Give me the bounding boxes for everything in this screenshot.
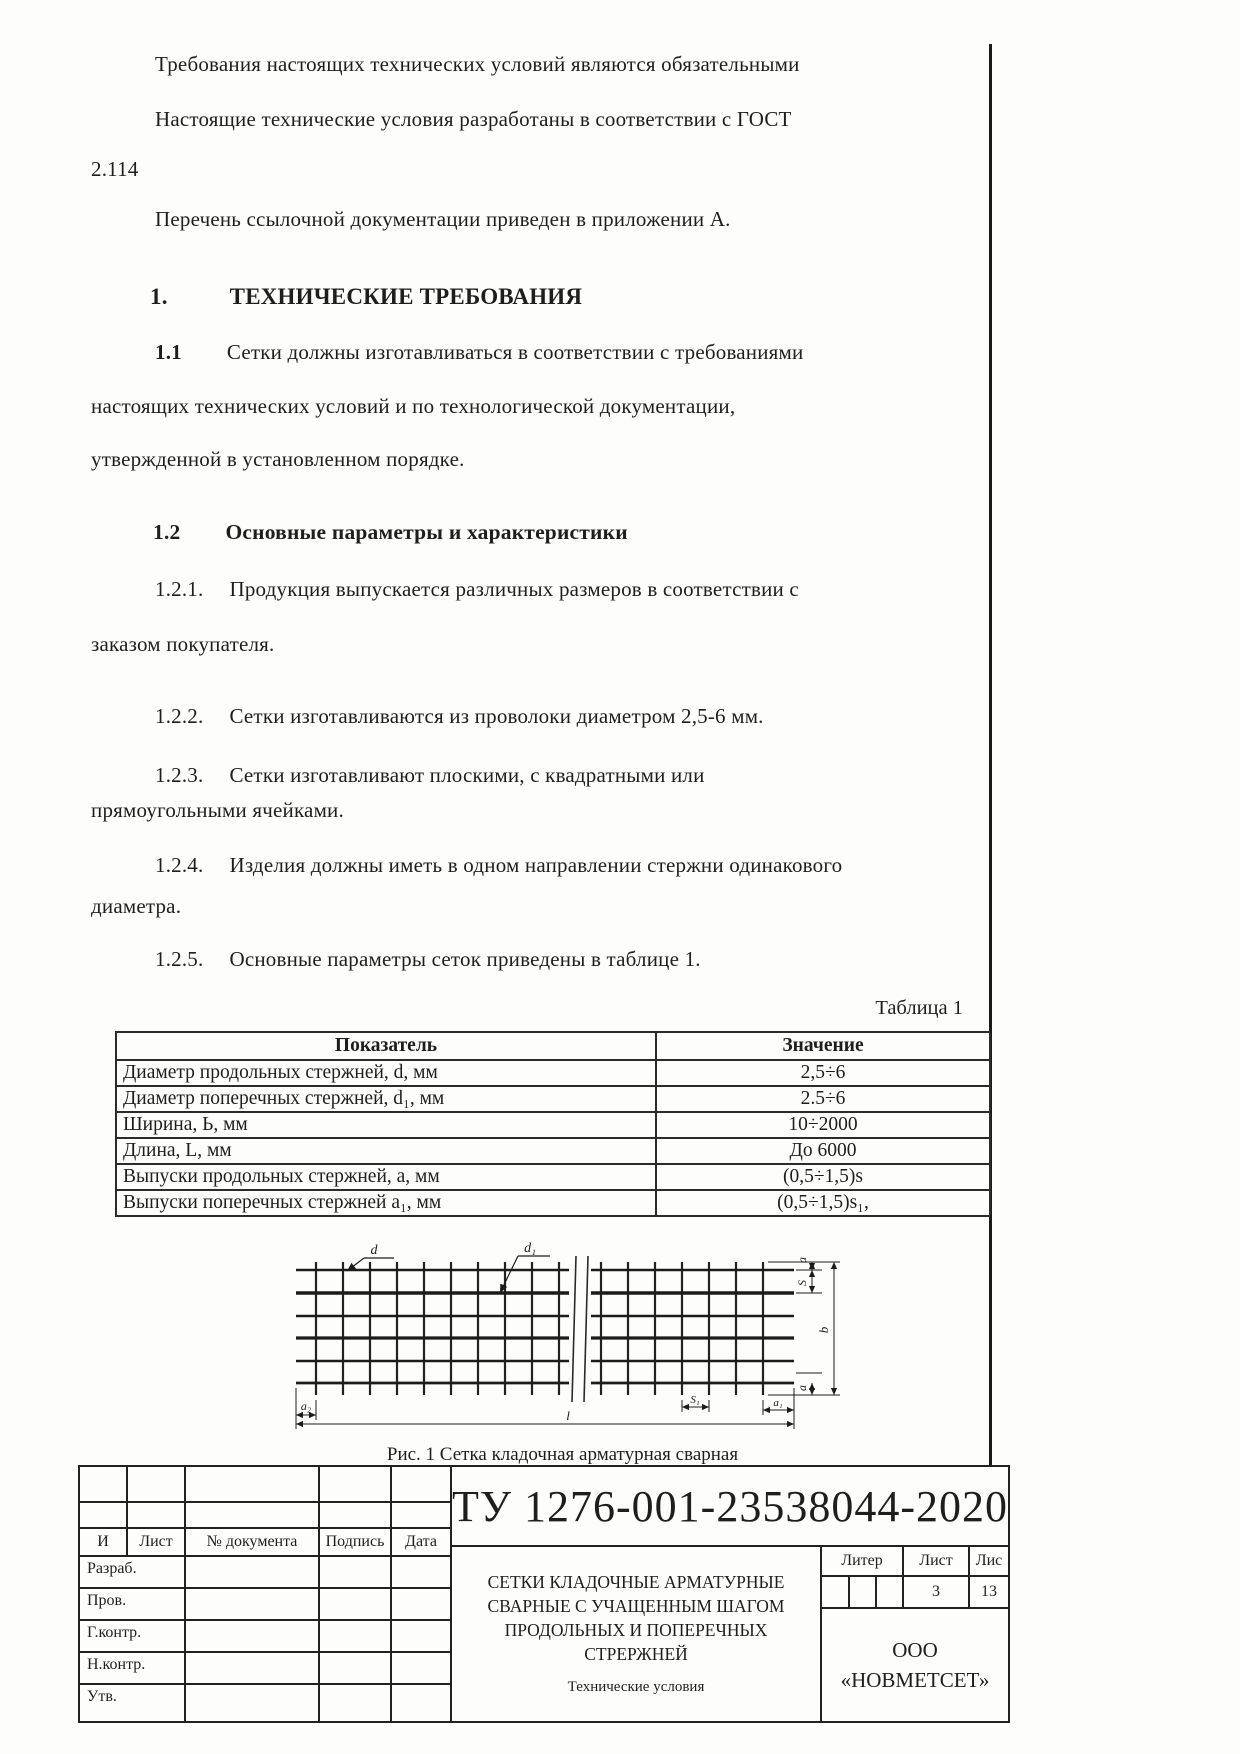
table-cell-value: (0,5÷1,5)s	[656, 1164, 990, 1190]
stamp-row-label: Разраб.	[87, 1560, 137, 1577]
parameters-table	[115, 1031, 991, 1217]
page-frame-line	[989, 44, 992, 1465]
label-b: b	[816, 1326, 831, 1334]
section-number: 1.	[150, 284, 168, 309]
clause-number: 1.1	[155, 340, 182, 364]
stamp-empty-cell	[184, 1501, 320, 1529]
table-header-value: Значение	[656, 1032, 990, 1060]
stamp-row-nkontr	[78, 1651, 186, 1685]
dimension-lines	[296, 1262, 840, 1429]
subsection-title: Основные параметры и характеристики	[225, 520, 628, 544]
table-cell-parameter: Ширина, Ь, мм	[116, 1112, 656, 1138]
figure-caption: Рис. 1 Сетка кладочная арматурная сварная	[386, 1444, 739, 1465]
company-line1: ООО	[892, 1638, 938, 1662]
label-l: l	[566, 1408, 570, 1423]
stamp-liter-cell	[820, 1575, 850, 1609]
stamp-row-label: Г.контр.	[87, 1624, 142, 1641]
label-s: S	[795, 1280, 809, 1286]
paragraph-line	[155, 577, 799, 602]
clause-number: 1.2.5.	[155, 947, 204, 971]
table-cell-value: 2,5÷6	[656, 1060, 990, 1086]
stamp-col-doc: № документа	[184, 1527, 320, 1557]
clause-text: Сетки изготавливаются из проволоки диаметром 2,5-6 мм.	[229, 704, 764, 728]
clause-number: 1.2.2.	[155, 704, 204, 728]
product-name-line2: СВАРНЫЕ С УЧАЩЕННЫМ ШАГОМ	[487, 1595, 785, 1616]
table-row	[116, 1112, 990, 1138]
label-a2: a₂	[300, 1399, 312, 1413]
table-cell-parameter: Диаметр поперечных стержней, d₁, мм	[116, 1086, 656, 1112]
paragraph-line: заказом покупателя.	[91, 632, 275, 656]
clause-text: Сетки должны изготавливаться в соответствии с требованиями	[226, 340, 804, 364]
stamp-row-label: Утв.	[87, 1688, 117, 1705]
label-a1: a₁	[773, 1397, 783, 1409]
table-header-row	[116, 1032, 990, 1060]
label-d: d	[370, 1243, 378, 1258]
stamp-col-izm: И	[78, 1527, 128, 1557]
stamp-company	[820, 1607, 1010, 1723]
stamp-empty-cell	[390, 1587, 452, 1621]
mesh-left-verticals	[316, 1262, 559, 1395]
mesh-right-verticals	[601, 1262, 763, 1395]
paragraph-line: прямоугольными ячейками.	[91, 798, 344, 822]
stamp-empty-cell	[390, 1651, 452, 1685]
paragraph-line: Требования настоящих технических условий являются обязательными	[155, 52, 800, 76]
section-title: ТЕХНИЧЕСКИЕ ТРЕБОВАНИЯ	[229, 284, 583, 309]
label-a-top: a	[795, 1257, 809, 1263]
stamp-row-prov	[78, 1587, 186, 1621]
stamp-empty-cell	[126, 1501, 186, 1529]
stamp-product-name	[450, 1545, 822, 1723]
clause-text: Изделия должны иметь в одном направлении стержни одинакового	[229, 853, 843, 877]
table-row	[116, 1138, 990, 1164]
table-row	[116, 1190, 990, 1216]
stamp-empty-cell	[318, 1651, 392, 1685]
clause-text: Продукция выпускается различных размеров в соответствии с	[229, 577, 799, 601]
clause-number: 1.2.3.	[155, 763, 204, 787]
stamp-empty-cell	[184, 1683, 320, 1723]
stamp-doc-number: ТУ 1276-001-23538044-2020	[450, 1465, 1010, 1547]
table-cell-value: 2.5÷6	[656, 1086, 990, 1112]
label-s1: S₁	[690, 1394, 700, 1406]
paragraph-line	[155, 947, 701, 972]
table-cell-parameter: Диаметр продольных стержней, d, мм	[116, 1060, 656, 1086]
stamp-sheets-label: Лис	[968, 1545, 1010, 1577]
table-cell-parameter: Выпуски продольных стержней, а, мм	[116, 1164, 656, 1190]
paragraph-line: утвержденной в установленном порядке.	[91, 447, 465, 471]
leader-lines	[347, 1256, 550, 1293]
stamp-empty-cell	[78, 1501, 128, 1529]
stamp-row-label: Пров.	[87, 1592, 127, 1609]
stamp-empty-cell	[390, 1619, 452, 1653]
clause-number: 1.2.1.	[155, 577, 204, 601]
stamp-sheet-number: 3	[902, 1575, 970, 1609]
table-header-parameter: Показатель	[116, 1032, 656, 1060]
product-name-line1: СЕТКИ КЛАДОЧНЫЕ АРМАТУРНЫЕ	[487, 1571, 785, 1592]
stamp-empty-cell	[318, 1587, 392, 1621]
stamp-row-label: Н.контр.	[87, 1656, 146, 1673]
paragraph-line	[155, 763, 705, 788]
stamp-empty-cell	[318, 1619, 392, 1653]
paragraph-line	[155, 704, 764, 729]
table-cell-parameter: Длина, L, мм	[116, 1138, 656, 1164]
stamp-empty-cell	[390, 1465, 452, 1503]
stamp-empty-cell	[318, 1465, 392, 1503]
stamp-liter-label: Литер	[820, 1545, 904, 1577]
product-name-subtitle: Технические условия	[567, 1678, 705, 1695]
stamp-col-podpis: Подпись	[318, 1527, 392, 1557]
stamp-empty-cell	[318, 1501, 392, 1529]
table-row	[116, 1164, 990, 1190]
stamp-empty-cell	[184, 1465, 320, 1503]
stamp-col-data: Дата	[390, 1527, 452, 1557]
paragraph-line: диаметра.	[91, 894, 182, 918]
stamp-empty-cell	[390, 1555, 452, 1589]
table-cell-value: 10÷2000	[656, 1112, 990, 1138]
subsection-number: 1.2	[153, 520, 181, 544]
table-cell-value: До 6000	[656, 1138, 990, 1164]
mesh-left-horizontals	[296, 1270, 569, 1383]
section-heading	[150, 284, 582, 310]
stamp-row-razrab	[78, 1555, 186, 1589]
company-line2: «НОВМЕТСЕТ»	[840, 1668, 990, 1692]
stamp-liter-cell	[848, 1575, 877, 1609]
stamp-empty-cell	[78, 1465, 128, 1503]
mesh-break-marks	[572, 1256, 588, 1402]
stamp-row-utv	[78, 1683, 186, 1723]
stamp-empty-cell	[126, 1465, 186, 1503]
table-row	[116, 1086, 990, 1112]
stamp-col-list: Лист	[126, 1527, 186, 1557]
paragraph-line: 2.114	[91, 157, 139, 181]
table-row	[116, 1060, 990, 1086]
stamp-empty-cell	[390, 1683, 452, 1723]
title-block	[78, 1465, 1010, 1723]
stamp-empty-cell	[184, 1619, 320, 1653]
product-name-line3: ПРОДОЛЬНЫХ И ПОПЕРЕЧНЫХ СТРЕРЖНЕЙ	[504, 1619, 768, 1664]
paragraph-line: Настоящие технические условия разработаны в соответствии с ГОСТ	[155, 107, 792, 131]
stamp-liter-cell	[875, 1575, 904, 1609]
stamp-empty-cell	[318, 1683, 392, 1723]
subsection-heading	[153, 520, 628, 545]
clause-text: Основные параметры сеток приведены в таблице 1.	[229, 947, 701, 971]
stamp-sheets-total: 13	[968, 1575, 1010, 1609]
stamp-empty-cell	[390, 1501, 452, 1529]
table-cell-parameter: Выпуски поперечных стержней а₁, мм	[116, 1190, 656, 1216]
paragraph-line: настоящих технических условий и по технологической документации,	[91, 394, 736, 418]
clause-text: Сетки изготавливают плоскими, с квадратными или	[229, 763, 705, 787]
label-d1: d₁	[524, 1241, 536, 1256]
paragraph-line: Перечень ссылочной документации приведен в приложении А.	[155, 207, 731, 231]
mesh-figure	[278, 1238, 843, 1433]
stamp-empty-cell	[184, 1587, 320, 1621]
clause-number: 1.2.4.	[155, 853, 204, 877]
table-cell-value: (0,5÷1,5)s₁,	[656, 1190, 990, 1216]
label-a-bottom: a	[795, 1385, 809, 1391]
stamp-sheet-label: Лист	[902, 1545, 970, 1577]
paragraph-line	[155, 853, 842, 878]
stamp-empty-cell	[184, 1651, 320, 1685]
table-caption: Таблица 1	[875, 997, 963, 1019]
stamp-empty-cell	[318, 1555, 392, 1589]
stamp-row-gkontr	[78, 1619, 186, 1653]
stamp-empty-cell	[184, 1555, 320, 1589]
paragraph-line	[155, 340, 803, 365]
